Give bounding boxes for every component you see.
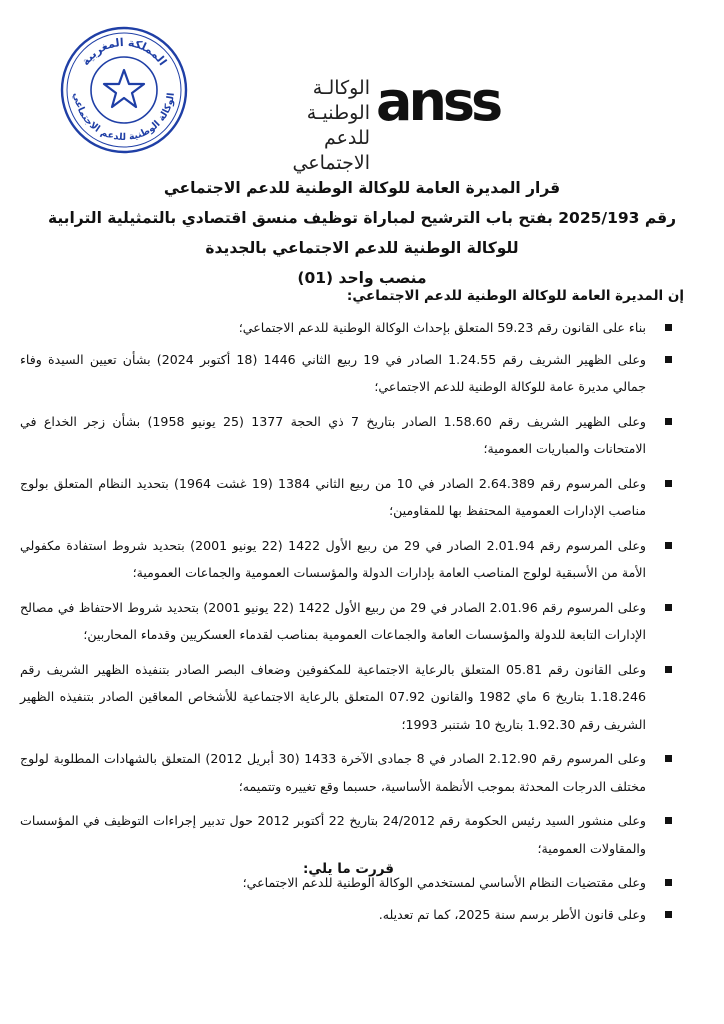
decision-heading: قررت ما يلي:: [302, 861, 394, 877]
agency-name-line2: للدعم الاجتماعي: [292, 127, 370, 174]
bullet-icon: [665, 542, 672, 549]
star-icon: [104, 70, 144, 107]
official-stamp: [58, 24, 190, 156]
bullet-icon: [665, 480, 672, 487]
svg-text:الوكالة الوطنية للدعم الاجتماع: [71, 92, 177, 143]
bullet-icon: [665, 418, 672, 425]
bullet-icon: [665, 755, 672, 762]
list-item: وعلى المرسوم رقم 2.01.96 الصادر في 29 من ربيع الأول 1422 (22 يونيو 2001) بتحديد شروط الاحتفاظ في مصالح الإدارات التابعة للدولة والمؤسسات العامة والجماعات العمومية بمناصب لقدماء العسكريين وقدماء المحاربين؛: [20, 594, 676, 649]
list-item: وعلى الظهير الشريف رقم 1.58.60 الصادر بتاريخ 7 ذي الحجة 1377 (25 يونيو 1958) بشأن زجر الخداع في الامتحانات والمباريات العمومية؛: [20, 408, 676, 463]
bullet-icon: [665, 324, 672, 331]
list-item: وعلى الظهير الشريف رقم 1.24.55 الصادر في 19 ربيع الثاني 1446 (18 أكتوبر 2024) بشأن تعيين السيدة وفاء جمالي مديرة عامة للوكالة الوطنية للدعم الاجتماعي؛: [20, 346, 676, 401]
bullet-icon: [665, 911, 672, 918]
title-line-2: رقم 2025/193 بفتح باب الترشيح لمباراة توظيف منسق اقتصادي بالتمثيلية الترابية: [47, 209, 677, 227]
svg-text:المملكة المغربية: [79, 36, 169, 68]
document-title: [40, 173, 684, 293]
bullet-icon: [665, 666, 672, 673]
title-line-4: منصب واحد (01): [297, 269, 427, 287]
list-item: وعلى قانون الأطر برسم سنة 2025، كما تم تعديله.: [20, 901, 676, 929]
list-item: وعلى القانون رقم 05.81 المتعلق بالرعاية الاجتماعية للمكفوفين وضعاف البصر الصادر بتنفيذه الظهير الشريف رقم 1.18.246 بتاريخ 6 ماي 1982 والقانون 07.92 المتعلق بالرعاية الاجتماعية للأشخاص المعاقين الصادر بتنفيذه الظهير الشريف رقم 1.92.30 بتاريخ 10 شتنبر 1993؛: [20, 656, 676, 739]
anss-logo-text: anss: [376, 78, 500, 128]
title-line-1: قرار المديرة العامة للوكالة الوطنية للدعم الاجتماعي: [163, 179, 561, 197]
bullet-icon: [665, 879, 672, 886]
bullet-icon: [665, 604, 672, 611]
list-item: وعلى المرسوم رقم 2.64.389 الصادر في 10 من ربيع الثاني 1384 (19 غشت 1964) بتحديد النظام المتعلق بولوج مناصب الإدارات العمومية المحتفظ بها للمقاومين؛: [20, 470, 676, 525]
preamble-heading: إن المديرة العامة للوكالة الوطنية للدعم الاجتماعي:: [346, 288, 684, 304]
list-item: وعلى المرسوم رقم 2.01.94 الصادر في 29 من ربيع الأول 1422 (22 يونيو 2001) بتحديد شروط استفادة مكفولي الأمة من الأسبقية لولوج المناصب العامة بإدارات الدولة والمؤسسات العمومية والجماعات العمومية؛: [20, 532, 676, 587]
list-item: وعلى مقتضيات النظام الأساسي لمستخدمي الوكالة الوطنية للدعم الاجتماعي؛: [20, 869, 676, 897]
list-item: وعلى المرسوم رقم 2.12.90 الصادر في 8 جمادى الآخرة 1433 (30 أبريل 2012) المتعلق بالشهادات المطلوبة لولوج مختلف الدرجات المحدثة بموجب الأنظمة الأساسية، حسبما وقع تغييره وتتميمه؛: [20, 745, 676, 800]
list-item: بناء على القانون رقم 59.23 المتعلق بإحداث الوكالة الوطنية للدعم الاجتماعي؛: [20, 314, 676, 342]
agency-logo: [244, 72, 504, 174]
stamp-bottom-text: الوكالة الوطنية للدعم الاجتماعي: [70, 91, 177, 144]
bullet-icon: [665, 817, 672, 824]
bullet-icon: [665, 356, 672, 363]
list-item: وعلى منشور السيد رئيس الحكومة رقم 24/2012 بتاريخ 22 أكتوبر 2012 حول تدبير إجراءات التوظيف في المؤسسات والمقاولات العمومية؛: [20, 807, 676, 862]
stamp-top-text: المملكة المغربية: [78, 35, 170, 68]
agency-name-arabic: [244, 76, 370, 176]
agency-name-line1: الوكالـة الوطنيـة: [306, 77, 370, 124]
title-line-3: للوكالة الوطنية للدعم الاجتماعي بالجديدة: [205, 239, 519, 257]
legal-basis-list: [20, 314, 676, 932]
anss-logo-mark: [374, 78, 504, 128]
